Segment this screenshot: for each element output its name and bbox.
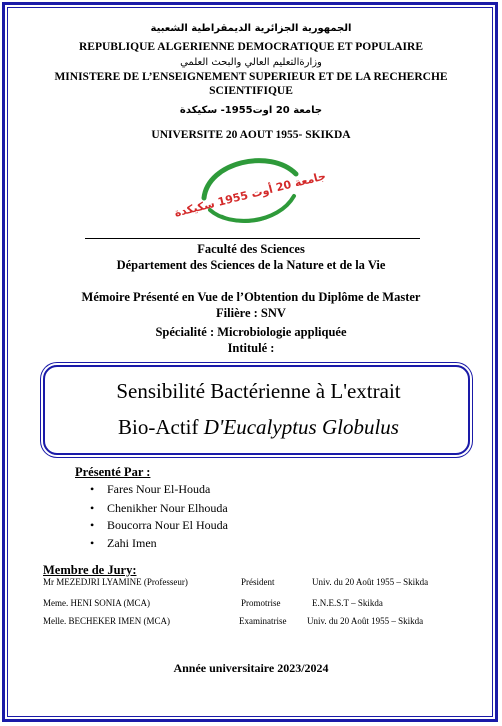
- arabic-republic-line: الجمهورية الجزائرية الديمقراطية الشعبية: [150, 23, 352, 34]
- jury-role: Promotrise: [241, 598, 281, 608]
- academic-year: Année universitaire 2023/2024: [173, 661, 329, 675]
- jury-label: Membre de Jury:: [43, 563, 137, 577]
- jury-role: Examinatrise: [239, 616, 287, 626]
- arabic-ministry-line: وزارةالتعليم العالي والبحث العلمي: [180, 57, 322, 68]
- separator-line: [85, 238, 420, 239]
- title-line-2-prefix: Bio-Actif: [118, 415, 204, 439]
- title-line-2-italic: D'Eucalyptus Globulus: [203, 415, 399, 439]
- presented-by-label: Présenté Par :: [75, 465, 151, 479]
- faculty-name: Faculté des Sciences: [197, 242, 305, 256]
- ministry-line-1: MINISTERE DE L’ENSEIGNEMENT SUPERIEUR ET DE LA RECHERCHE: [54, 71, 448, 83]
- list-item: • Chenikher Nour Elhouda: [90, 500, 228, 518]
- title-box: [43, 365, 470, 455]
- jury-name: Mr MEZEDJRI LYAMINE (Professeur): [43, 577, 188, 587]
- university-line: UNIVERSITE 20 AOUT 1955- SKIKDA: [151, 129, 351, 141]
- jury-institution: Univ. du 20 Août 1955 – Skikda: [307, 616, 424, 626]
- memoire-line: Mémoire Présenté en Vue de l’Obtention du Diplôme de Master: [81, 290, 421, 304]
- jury-institution: E.N.E.S.T – Skikda: [312, 598, 383, 608]
- list-item: • Fares Nour El-Houda: [90, 481, 228, 499]
- jury-institution: Univ. du 20 Août 1955 – Skikda: [312, 577, 429, 587]
- jury-role: Président: [241, 577, 275, 587]
- title-line-2: [45, 415, 472, 440]
- university-logo: [173, 152, 328, 228]
- logo-text: جامعة 20 أوت 1955 سكيكدة: [173, 169, 328, 220]
- department-name: Département des Sciences de la Nature et de la Vie: [116, 258, 386, 272]
- arabic-university-line: جامعة 20 اوت1955- سكيكدة: [179, 105, 323, 116]
- ministry-line-2: SCIENTIFIQUE: [209, 85, 293, 97]
- republic-line: REPUBLIQUE ALGERIENNE DEMOCRATIQUE ET POPULAIRE: [79, 41, 423, 53]
- jury-name: Meme. HENI SONIA (MCA): [43, 598, 150, 608]
- filiere-line: Filière : SNV: [216, 306, 286, 320]
- intitule-line: Intitulé :: [227, 341, 275, 355]
- title-line-1: Sensibilité Bactérienne à L'extrait: [116, 379, 401, 403]
- specialite-line: Spécialité : Microbiologie appliquée: [155, 325, 347, 339]
- list-item: • Zahi Imen: [90, 535, 228, 553]
- list-item: • Boucorra Nour El Houda: [90, 517, 228, 535]
- jury-name: Melle. BECHEKER IMEN (MCA): [43, 616, 170, 626]
- student-list: [90, 481, 228, 552]
